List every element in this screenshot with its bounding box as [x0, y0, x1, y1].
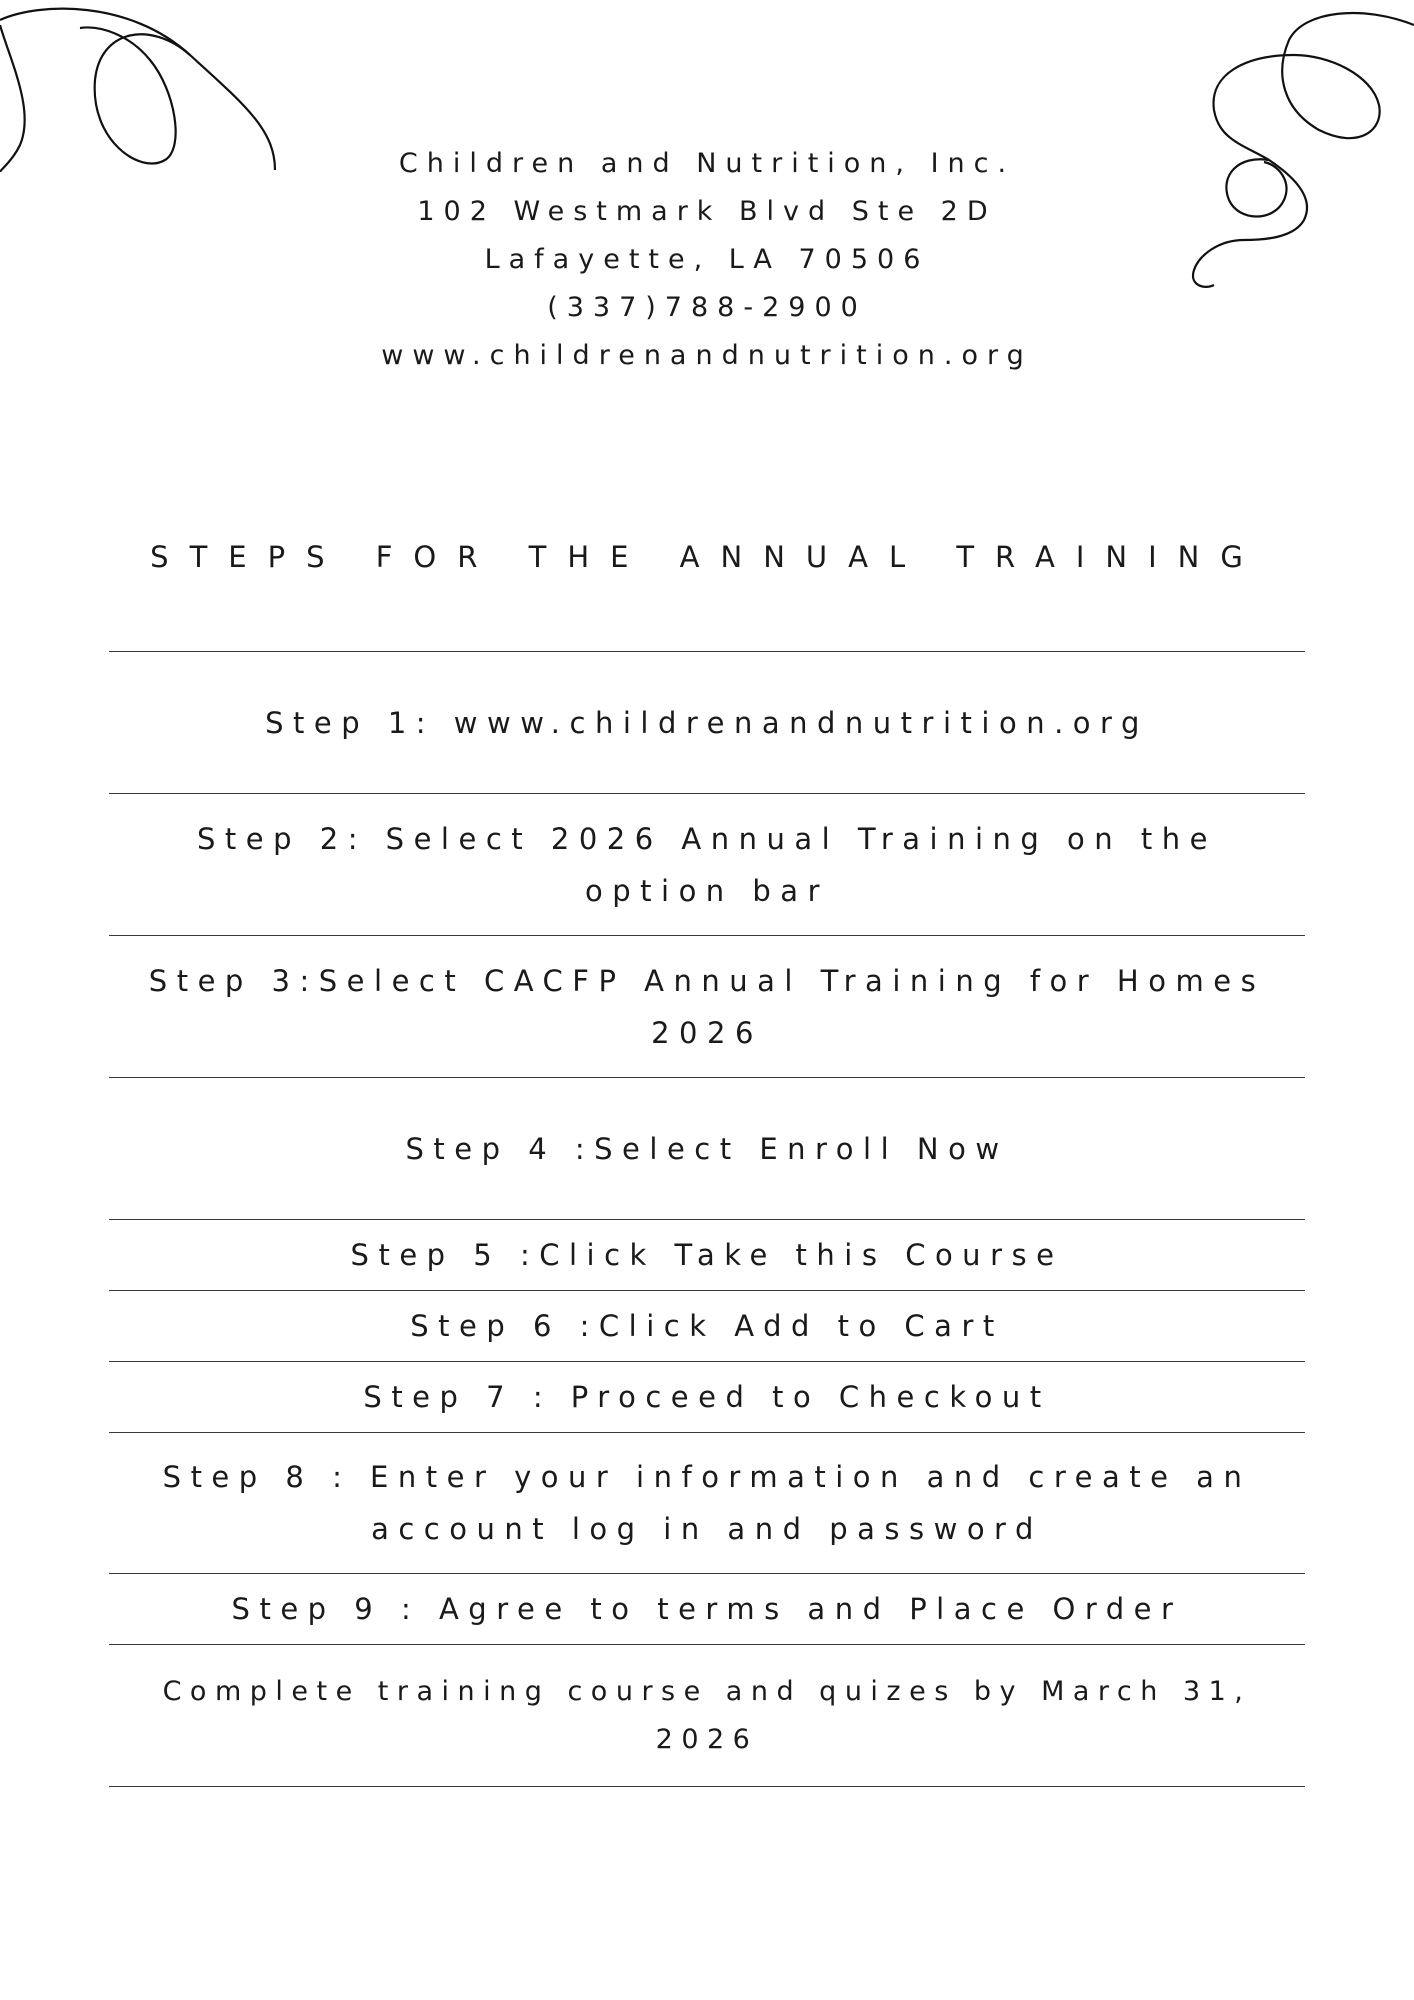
step-text: Step 6 :Click Add to Cart	[410, 1309, 1004, 1343]
organization-name: Children and Nutrition, Inc.	[398, 148, 1016, 179]
step-text: Step 1: www.childrenandnutrition.org	[265, 705, 1149, 740]
address-line-1: 102 Westmark Blvd Ste 2D	[417, 196, 997, 227]
step-item	[109, 936, 1305, 1077]
step-item	[109, 652, 1305, 793]
address-line-2: Lafayette, LA 70506	[484, 244, 930, 275]
step-item	[109, 1574, 1305, 1644]
deadline-text: Complete training course and quizes by March 31, 2026	[162, 1675, 1252, 1755]
step-text: Step 7 : Proceed to Checkout	[363, 1380, 1051, 1414]
step-item	[109, 1362, 1305, 1432]
step-text: Step 5 :Click Take this Course	[350, 1238, 1064, 1272]
step-item	[109, 1291, 1305, 1361]
organization-header	[0, 140, 1414, 380]
step-item	[109, 1433, 1305, 1573]
step-text: Step 9 : Agree to terms and Place Order	[231, 1592, 1183, 1626]
divider	[109, 1786, 1305, 1787]
step-text: Step 2: Select 2026 Annual Training on the option bar	[197, 821, 1217, 908]
step-text: Step 4 :Select Enroll Now	[405, 1131, 1009, 1166]
step-item	[109, 1220, 1305, 1290]
step-item	[109, 794, 1305, 935]
step-text: Step 3:Select CACFP Annual Training for Homes 2026	[148, 963, 1266, 1050]
section-title: STEPS FOR THE ANNUAL TRAINING	[150, 540, 1264, 574]
step-item	[109, 1078, 1305, 1219]
phone-number: (337)788-2900	[547, 292, 867, 323]
deadline-note	[109, 1645, 1305, 1786]
website-url: www.childrenandnutrition.org	[381, 340, 1033, 371]
step-text: Step 8 : Enter your information and create an account log in and password	[162, 1460, 1252, 1546]
